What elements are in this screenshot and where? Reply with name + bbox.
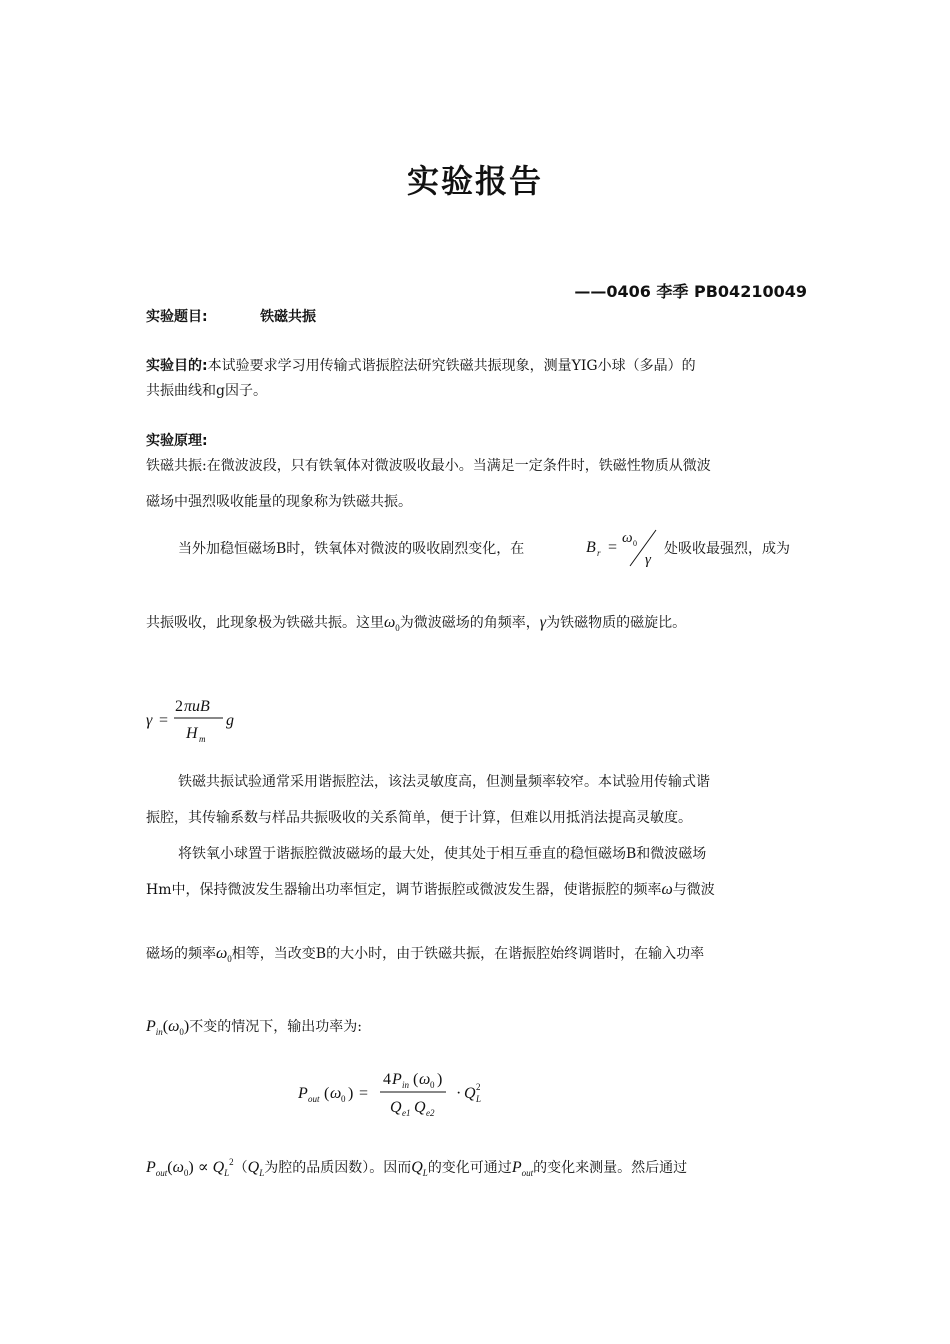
ql-symbol: $Q_L$	[411, 1159, 428, 1178]
svg-text:=: =	[359, 1085, 369, 1102]
para1-line-2: 磁场中强烈吸收能量的现象称为铁磁共振。	[146, 494, 412, 510]
svg-text:γ: γ	[146, 712, 153, 729]
svg-text:B: B	[586, 539, 596, 556]
pout-proportional-formula: $P_{out}(\omega_0) \propto Q_L^2$	[146, 1157, 234, 1178]
para4-line-2	[146, 879, 715, 899]
pout-formula	[298, 1066, 498, 1122]
svg-text:2: 2	[476, 1082, 481, 1092]
svg-text:(: (	[324, 1085, 330, 1102]
para5-line	[146, 1157, 687, 1178]
svg-text:P: P	[392, 1071, 402, 1088]
topic-row	[146, 306, 316, 326]
para2-line-1b: 处吸收最强烈，成为	[664, 541, 790, 557]
svg-text:ω: ω	[622, 530, 633, 546]
svg-text:4: 4	[383, 1071, 391, 1088]
para4-line-3b: 相等，当改变B的大小时，由于铁磁共振，在谐振腔始终调谐时，在输入功率	[231, 946, 705, 962]
svg-text:γ: γ	[645, 552, 651, 568]
para2-line-2b: 为微波磁场的角频率，	[399, 615, 540, 631]
svg-text:H: H	[186, 725, 198, 742]
svg-text:Q: Q	[414, 1099, 426, 1116]
para4-line-1: 将铁氧小球置于谐振腔微波磁场的最大处，使其处于相互垂直的稳恒磁场B和微波磁场	[178, 846, 707, 862]
svg-text:g: g	[226, 712, 234, 729]
svg-text:e2: e2	[426, 1108, 435, 1118]
para5-b: 为腔的品质因数）。因而	[264, 1160, 412, 1176]
svg-text:L: L	[476, 1094, 482, 1104]
para2-line-2a: 共振吸收，此现象极为铁磁共振。这里	[146, 615, 384, 631]
purpose-line-1	[146, 355, 696, 375]
svg-text:P: P	[298, 1085, 308, 1102]
para5-c: 的变化可通过	[427, 1160, 512, 1176]
svg-text:Q: Q	[390, 1099, 402, 1116]
para4-line-3	[146, 943, 704, 964]
para1-line-1: 铁磁共振:在微波波段，只有铁氧体对微波吸收最小。当满足一定条件时，铁磁性物质从微波	[146, 458, 711, 474]
ql-symbol: $Q_L$	[247, 1159, 265, 1178]
omega0-symbol: $\omega_0$	[384, 614, 400, 633]
svg-text:πuB: πuB	[184, 698, 210, 715]
svg-text:m: m	[199, 734, 206, 744]
para5-a: （	[233, 1160, 248, 1176]
gamma-formula	[146, 694, 246, 746]
omega-symbol: ω	[661, 881, 673, 898]
svg-text:e1: e1	[402, 1108, 411, 1118]
svg-text:in: in	[402, 1080, 410, 1090]
svg-text:): )	[437, 1071, 443, 1088]
svg-text:=: =	[159, 712, 169, 729]
topic-label: 实验题目:	[146, 309, 208, 325]
para2-line-1a: 当外加稳恒磁场B时，铁氧体对微波的吸收剧烈变化，在	[178, 541, 525, 557]
svg-text:(: (	[413, 1071, 419, 1088]
gamma-symbol: γ	[539, 614, 547, 631]
svg-text:0: 0	[633, 539, 637, 548]
para2-line-2	[146, 612, 686, 633]
svg-text:0: 0	[341, 1094, 346, 1104]
author-line: ——0406 李季 PB04210049	[574, 282, 807, 301]
purpose-line-2: 共振曲线和g因子。	[146, 383, 267, 399]
svg-text:out: out	[308, 1094, 320, 1104]
para4-line-4	[146, 1016, 362, 1037]
pout-symbol: $P_{out}$	[511, 1159, 534, 1178]
topic-value: 铁磁共振	[260, 309, 317, 325]
para3-line-1: 铁磁共振试验通常采用谐振腔法，该法灵敏度高，但测量频率较窄。本试验用传输式谐	[178, 774, 710, 790]
para4-line-3a: 磁场的频率	[146, 946, 216, 962]
svg-text:r: r	[597, 548, 601, 558]
para4-line-2b: 与微波	[672, 882, 715, 898]
principle-label: 实验原理:	[146, 433, 208, 449]
pin-symbol: $P_{in}(\omega_0)$	[146, 1018, 190, 1037]
svg-text:ω: ω	[419, 1071, 431, 1088]
para2-line-2c: 为铁磁物质的磁旋比。	[546, 615, 687, 631]
page-title: 实验报告	[406, 162, 543, 200]
para4-line-4-text: 不变的情况下，输出功率为:	[189, 1019, 362, 1035]
resonance-formula	[584, 528, 660, 568]
purpose-text: 本试验要求学习用传输式谐振腔法研究铁磁共振现象，测量YIG小球（多晶）的	[207, 358, 696, 374]
para5-d: 的变化来测量。然后通过	[533, 1160, 688, 1176]
para3-line-2: 振腔，其传输系数与样品共振吸收的关系简单，便于计算，但难以用抵消法提高灵敏度。	[146, 810, 692, 826]
svg-text:ω: ω	[330, 1085, 342, 1102]
para4-line-2a: Hm中，保持微波发生器输出功率恒定，调节谐振腔或微波发生器，使谐振腔的频率	[146, 882, 662, 898]
svg-text:Q: Q	[464, 1085, 476, 1102]
omega0-symbol: $\omega_0$	[216, 945, 232, 964]
svg-text:0: 0	[430, 1080, 435, 1090]
svg-text:·: ·	[456, 1085, 462, 1102]
svg-text:): )	[348, 1085, 354, 1102]
svg-text:2: 2	[175, 698, 183, 715]
svg-text:=: =	[608, 539, 618, 556]
purpose-label: 实验目的:	[146, 358, 208, 374]
